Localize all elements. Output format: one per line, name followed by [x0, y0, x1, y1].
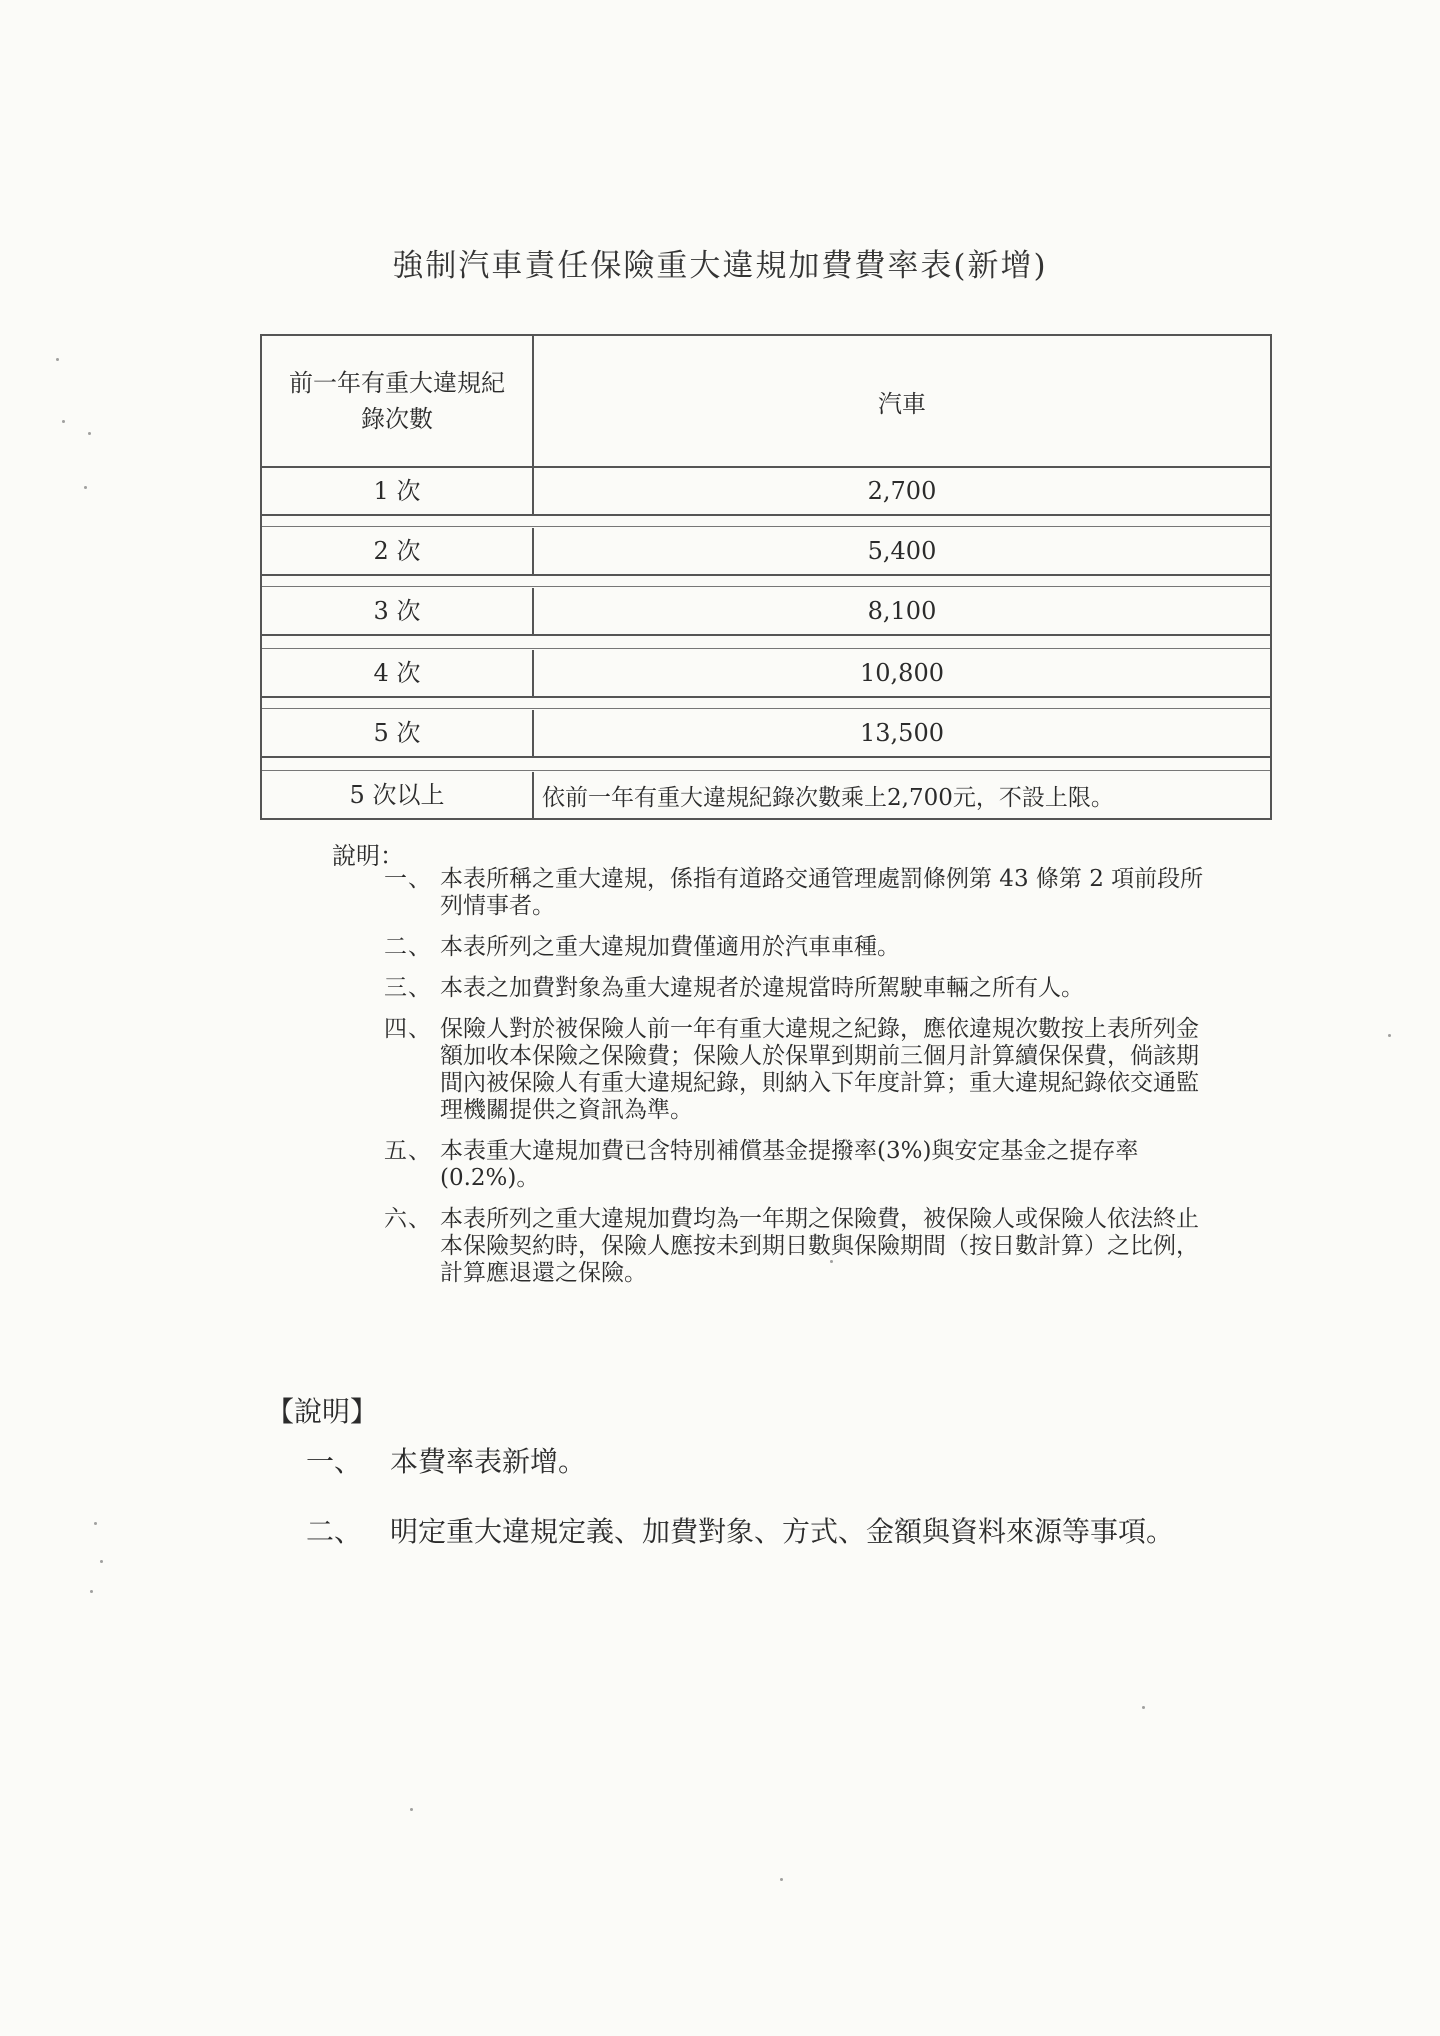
list-item — [384, 934, 1214, 961]
note-text: 保險人對於被保險人前一年有重大違規之紀錄，應依違規次數按上表所列金額加收本保險之保險費；保險人於保單到期前三個月計算續保保費，倘該期間內被保險人有重大違規紀錄，則納入下年度計算；重大違規紀錄依交通監理機關提供之資訊為準。 — [440, 1016, 1199, 1123]
scan-speck — [1388, 1034, 1391, 1037]
table-divider — [262, 648, 1270, 649]
table-row — [262, 650, 1270, 696]
note-number: 六、 — [384, 1206, 432, 1232]
scan-speck — [410, 1808, 413, 1811]
scan-speck — [94, 1522, 97, 1525]
table-row — [262, 772, 1270, 818]
note-number: 五、 — [384, 1138, 432, 1164]
table-divider — [262, 586, 1270, 587]
note-text: 本表所列之重大違規加費均為一年期之保險費，被保險人或保險人依法終止本保險契約時，保險人應按未到期日數與保險期間（按日數計算）之比例，計算應退還之保險。 — [440, 1206, 1199, 1286]
violation-count-cell: 3 次 — [262, 588, 534, 634]
list-item — [384, 866, 1214, 920]
explanation-text: 明定重大違規定義、加費對象、方式、金額與資料來源等事項。 — [390, 1515, 1175, 1548]
surcharge-rate-table — [260, 334, 1272, 820]
note-text: 本表重大違規加費已含特別補償基金提撥率(3%)與安定基金之提存率(0.2%)。 — [440, 1138, 1139, 1191]
violation-count-cell: 5 次以上 — [262, 772, 534, 818]
violation-count-cell: 2 次 — [262, 528, 534, 574]
table-header-row — [262, 336, 1270, 466]
scan-speck — [1142, 1706, 1145, 1709]
table-divider — [262, 526, 1270, 527]
table-row — [262, 588, 1270, 634]
violation-count-cell: 5 次 — [262, 710, 534, 756]
note-number: 一、 — [384, 866, 432, 892]
table-row — [262, 468, 1270, 514]
note-text: 本表所稱之重大違規，係指有道路交通管理處罰條例第 43 條第 2 項前段所列情事者。 — [440, 866, 1204, 919]
table-divider — [262, 514, 1270, 516]
violation-count-cell: 1 次 — [262, 468, 534, 514]
violation-count-cell: 4 次 — [262, 650, 534, 696]
list-item — [384, 1016, 1214, 1124]
note-number: 三、 — [384, 975, 432, 1001]
explanation-list — [306, 1440, 1306, 1580]
note-number: 二、 — [384, 934, 432, 960]
list-item — [384, 1206, 1214, 1287]
notes-list — [384, 866, 1214, 1301]
scan-speck — [56, 358, 59, 361]
table-row — [262, 528, 1270, 574]
table-divider — [262, 574, 1270, 576]
document-title: 強制汽車責任保險重大違規加費費率表(新增) — [392, 248, 1048, 284]
scan-speck — [88, 432, 91, 435]
explanation-heading: 【說明】 — [266, 1395, 379, 1428]
note-text: 本表之加費對象為重大違規者於違規當時所駕駛車輛之所有人。 — [440, 975, 1084, 1001]
scan-speck — [780, 1878, 783, 1881]
scan-speck — [84, 486, 87, 489]
table-row — [262, 710, 1270, 756]
explanation-text: 本費率表新增。 — [390, 1445, 587, 1478]
table-divider — [262, 770, 1270, 771]
list-item — [306, 1440, 1306, 1480]
surcharge-amount-cell: 10,800 — [860, 659, 944, 687]
surcharge-amount-cell: 2,700 — [867, 477, 937, 505]
note-text: 本表所列之重大違規加費僅適用於汽車車種。 — [440, 934, 900, 960]
surcharge-amount-cell: 依前一年有重大違規紀錄次數乘上2,700元，不設上限。 — [542, 784, 1114, 811]
notes-label: 說明： — [332, 842, 404, 870]
scan-speck — [62, 420, 65, 423]
surcharge-amount-cell: 13,500 — [860, 719, 944, 747]
table-divider — [262, 708, 1270, 709]
header-violation-count: 前一年有重大違規紀錄次數 — [262, 336, 534, 466]
table-divider — [262, 756, 1270, 758]
surcharge-amount-cell: 8,100 — [867, 597, 937, 625]
scan-speck — [90, 1590, 93, 1593]
note-number: 四、 — [384, 1016, 432, 1042]
header-vehicle-type: 汽車 — [878, 389, 926, 418]
list-item — [306, 1510, 1306, 1550]
scan-speck — [100, 1560, 103, 1563]
explanation-number: 二、 — [306, 1515, 363, 1548]
list-item — [384, 975, 1214, 1002]
explanation-number: 一、 — [306, 1445, 363, 1478]
list-item — [384, 1138, 1214, 1192]
surcharge-amount-cell: 5,400 — [867, 537, 937, 565]
table-divider — [262, 696, 1270, 698]
table-divider — [262, 634, 1270, 636]
